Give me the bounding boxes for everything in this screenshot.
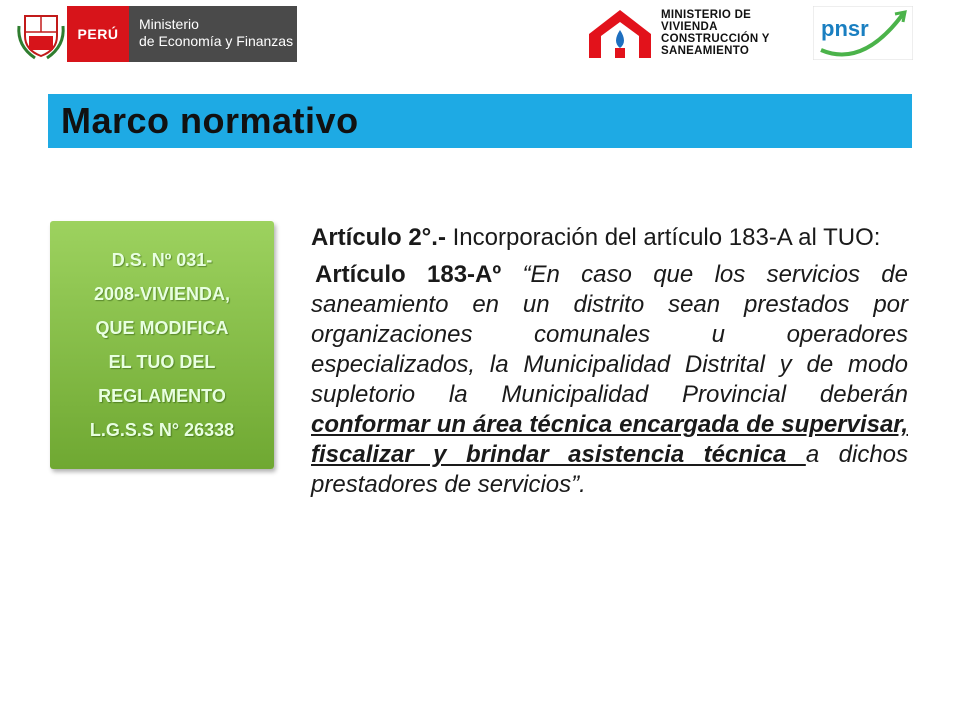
decree-line-5: REGLAMENTO xyxy=(98,386,226,406)
vivienda-line-3: CONSTRUCCIÓN Y xyxy=(661,33,770,45)
decree-line-4: EL TUO DEL xyxy=(108,352,216,372)
page-title: Marco normativo xyxy=(61,100,359,141)
title-bar xyxy=(48,94,912,148)
decree-line-1: D.S. Nº 031- xyxy=(111,250,213,270)
article-2-text: Incorporación del artículo 183-A al TUO: xyxy=(445,224,881,251)
pnsr-logo-icon xyxy=(813,6,913,60)
ministry-name xyxy=(129,6,297,62)
peru-coat-of-arms-icon xyxy=(15,6,67,62)
article-183a-heading: Artículo 183-Aº xyxy=(315,261,502,288)
peru-label: PERÚ xyxy=(67,6,129,62)
article-content xyxy=(311,223,908,500)
article-2-paragraph xyxy=(311,223,908,253)
house-icon xyxy=(585,6,655,60)
article-2-heading: Artículo 2°.- xyxy=(311,224,446,251)
article-183a-paragraph xyxy=(311,260,908,500)
vivienda-line-2: VIVIENDA xyxy=(661,21,718,33)
pnsr-label: pnsr xyxy=(821,16,869,41)
decree-reference-box xyxy=(50,221,274,469)
decree-line-6: L.G.S.S N° 26338 xyxy=(89,420,235,440)
decree-line-3: QUE MODIFICA xyxy=(95,318,229,338)
article-183a-text-1: “En caso que los servicios de saneamiento en un distrito sean prestados por organizaciones comunales u operadores especializados, la Municipalidad Distrital y de modo supletorio la Municipalidad Provincial deberán xyxy=(311,261,908,408)
article-183a-underlined: conformar un área técnica encargada de supervisar, fiscalizar y brindar asistencia técnica xyxy=(311,411,908,468)
vivienda-name xyxy=(661,9,770,57)
vivienda-logo xyxy=(585,6,805,60)
ministry-line-2: de Economía y Finanzas xyxy=(139,33,294,49)
decree-line-2: 2008-VIVIENDA, xyxy=(93,284,231,304)
article-183a-text-2: a dichos prestadores de servicios”. xyxy=(311,441,909,498)
vivienda-line-4: SANEAMIENTO xyxy=(661,45,750,57)
peru-mef-logo xyxy=(15,6,297,62)
ministry-line-1: Ministerio xyxy=(139,16,199,32)
vivienda-line-1: MINISTERIO DE xyxy=(661,9,752,21)
